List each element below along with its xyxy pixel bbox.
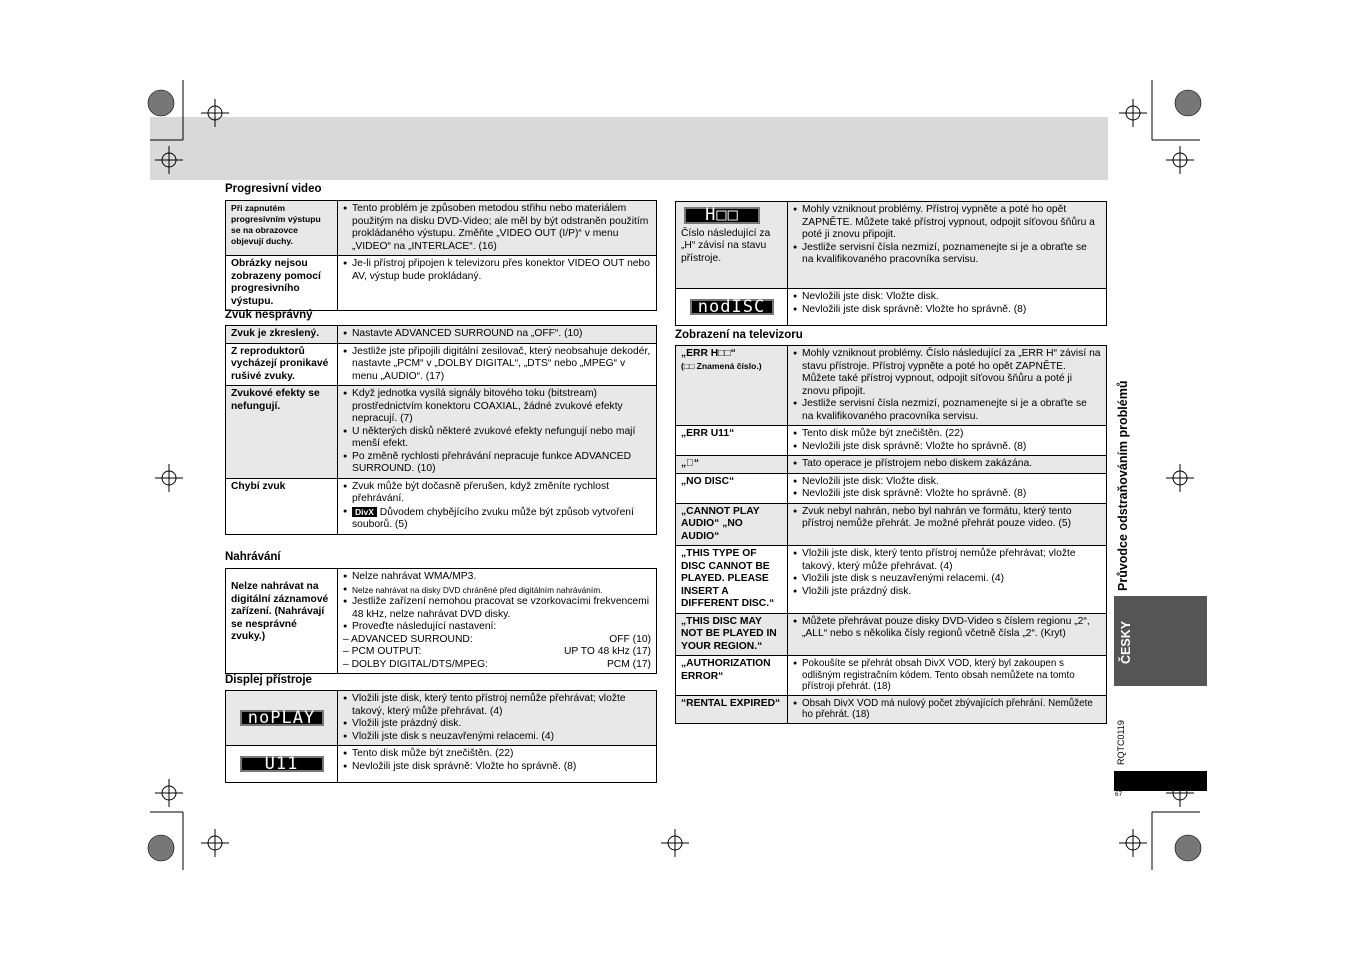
table-row <box>226 201 657 256</box>
list-item: ● Mohly vzniknout problémy. Číslo následující za „ERR H“ závisí na stavu přístroje. Přístroj vypněte a poté ho opět ZAPNĚTE. Můžete také přístroj vypnout, odpojit síťovou šňůru a poté ji znovu připojit. <box>793 348 1101 398</box>
list-item: ● Zvuk může být dočasně přerušen, když změníte rychlost přehrávání. <box>343 481 651 506</box>
table-row <box>676 656 1107 696</box>
lcd-display: H□□ <box>684 207 760 224</box>
row-key: Z reproduktorů vycházejí pronikavé rušivé zvuky. <box>226 343 338 386</box>
table-row <box>676 695 1107 723</box>
list-item: ● Zvuk nebyl nahrán, nebo byl nahrán ve formátu, který tento přístroj nemůže přehrát. Je možné přehrát pouze video. (5) <box>793 506 1101 531</box>
row-key: “RENTAL EXPIRED“ <box>676 695 788 723</box>
progressive-table <box>225 200 657 311</box>
table-row <box>676 546 1107 614</box>
list-item: ● Vložili jste disk, který tento přístroj nemůže přehrávat; vložte takový, který může přehrávat. (4) <box>793 548 1101 573</box>
list-item: ● Pokoušíte se přehrát obsah DivX VOD, který byl zakoupen s odlišným registračním kódem. Tento obsah nemůžete na tomto přístroji přehrát. (18) <box>793 658 1101 693</box>
table-row <box>676 346 1107 426</box>
table-row <box>226 343 657 386</box>
table-row <box>226 746 657 783</box>
setting-name: – DOLBY DIGITAL/DTS/MPEG: <box>343 658 488 670</box>
row-key: „THIS TYPE OF DISC CANNOT BE PLAYED. PLEASE INSERT A DIFFERENT DISC.“ <box>676 546 788 614</box>
page-number: 67 <box>1115 791 1123 798</box>
setting-value: PCM (17) <box>606 658 651 670</box>
section-title-sound: Zvuk nesprávný <box>225 309 313 321</box>
section-title-recording: Nahrávání <box>225 551 281 563</box>
list-item: ● Když jednotka vysílá signály bitového toku (bitstream) prostřednictvím konektoru COAXIAL, žádné zvukové efekty nepracují. (7) <box>343 388 651 426</box>
list-item: ● Vložili jste disk s neuzavřenými relacemi. (4) <box>343 731 651 744</box>
row-key: „ERR U11“ <box>676 426 788 456</box>
language-label: ČESKY <box>1119 620 1133 664</box>
tv-display-table <box>675 345 1107 724</box>
table-row <box>676 613 1107 656</box>
list-item: ● Proveďte následující nastavení: <box>343 621 651 634</box>
setting-value: OFF (10) <box>609 633 651 645</box>
table-row <box>676 289 1107 326</box>
table-row <box>676 426 1107 456</box>
divx-item-text: Důvodem chybějícího zvuku může být způsob vytvoření souborů. (5) <box>352 506 634 530</box>
lcd-display: nodISC <box>690 299 774 316</box>
row-key: „NO DISC“ <box>676 473 788 503</box>
lcd-display: U11 <box>240 756 324 773</box>
row-key: Při zapnutém progresivním výstupu se na obrazovce objevují duchy. <box>226 201 338 256</box>
table-row <box>226 691 657 746</box>
list-item: ● Tento problém je způsoben metodou střihu nebo materiálem použitým na disku DVD-Video; ale měl by být odstraněn použitím prokládaného výstupu. Změňte „VIDEO OUT (I/P)“ v menu „VIDEO“ na „INTERLACE“. (16) <box>343 203 651 253</box>
setting-name: – PCM OUTPUT: <box>343 646 422 657</box>
list-item: ● Tento disk může být znečištěn. (22) <box>343 748 651 761</box>
row-key: Nelze nahrávat na digitální záznamové zařízení. (Nahrávají se nesprávné zvuky.) <box>226 569 338 674</box>
row-key: Chybí zvuk <box>226 478 338 534</box>
language-tab <box>1114 596 1207 686</box>
list-item: ● Mohly vzniknout problémy. Přístroj vypněte a poté ho opět ZAPNĚTE. Můžete také přístroj vypnout, odpojit síťovou šňůru a poté ji znovu připojit. <box>793 204 1101 242</box>
list-item: ● Tento disk může být znečištěn. (22) <box>793 428 1101 441</box>
row-key: Zvuk je zkreslený. <box>226 326 338 344</box>
list-item: ● Obsah DivX VOD má nulový počet zbývajících přehrání. Nemůžete ho přehrát. (18) <box>793 698 1101 721</box>
table-row <box>676 503 1107 546</box>
section-title-progressive: Progresivní video <box>225 183 322 195</box>
row-key: Zvukové efekty se nefungují. <box>226 386 338 479</box>
lcd-display: noPLAY <box>240 710 324 727</box>
document-code: RQTC0119 <box>1116 720 1126 765</box>
list-item: ● Nevložili jste disk správně: Vložte ho správně. (8) <box>343 761 651 774</box>
section-title-tv-display: Zobrazení na televizoru <box>675 329 803 341</box>
chapter-title: Průvodce odstraňováním problémů <box>1116 380 1130 591</box>
list-item <box>343 506 651 532</box>
table-row <box>226 326 657 344</box>
unit-display-right-table <box>675 201 1107 326</box>
table-row <box>226 478 657 534</box>
list-item: ● Nevložili jste disk správně: Vložte ho správně. (8) <box>793 441 1101 454</box>
list-item: ● Vložili jste prázdný disk. <box>343 718 651 731</box>
list-item: ● Po změně rychlosti přehrávání nepracuje funkce ADVANCED SURROUND. (10) <box>343 451 651 476</box>
list-item: ● Můžete přehrávat pouze disky DVD-Video s číslem regionu „2“, „ALL“ nebo s několika čísly regionů včetně čísla „2“. (Kryt) <box>793 616 1101 641</box>
recording-table <box>225 568 657 674</box>
row-key: „ERR H□□“ <box>681 348 736 359</box>
row-subkey: (□□ Znamená číslo.) <box>681 360 762 371</box>
list-item: ● Jestliže servisní čísla nezmizí, poznamenejte si je a obraťte se na kvalifikovaného pracovníka servisu. <box>793 242 1101 267</box>
table-row <box>676 456 1107 474</box>
list-item: ● Jestliže jste připojili digitální zesilovač, který neobsahuje dekodér, nastavte „PCM“ v „DOLBY DIGITAL“, „DTS“ nebo „MPEG“ v menu „AUDIO“. (17) <box>343 346 651 384</box>
setting-row <box>343 634 651 647</box>
page-number-bar <box>1114 771 1207 791</box>
list-item: ● Jestliže servisní čísla nezmizí, poznamenejte si je a obraťte se na kvalifikovaného pracovníka servisu. <box>793 398 1101 423</box>
list-item: ● Nevložili jste disk správně: Vložte ho správně. (8) <box>793 304 1101 317</box>
list-item: ● Nevložili jste disk správně: Vložte ho správně. (8) <box>793 488 1101 501</box>
list-item: ● Vložili jste disk s neuzavřenými relacemi. (4) <box>793 573 1101 586</box>
list-item: ● Tato operace je přístrojem nebo diskem zakázána. <box>793 458 1101 471</box>
row-key: „THIS DISC MAY NOT BE PLAYED IN YOUR REGION.“ <box>676 613 788 656</box>
list-item: ● Jestliže zařízení nemohou pracovat se vzorkovacími frekvencemi 48 kHz, nelze nahrávat DVD disky. <box>343 596 651 621</box>
row-key: „CANNOT PLAY AUDIO“ „NO AUDIO“ <box>676 503 788 546</box>
row-key: „AUTHORIZATION ERROR“ <box>676 656 788 696</box>
setting-value: UP TO 48 kHz (17) <box>564 646 651 657</box>
sound-table <box>225 325 657 535</box>
list-item: ● Nevložili jste disk: Vložte disk. <box>793 291 1101 304</box>
list-item: ● Nevložili jste disk: Vložte disk. <box>793 476 1101 489</box>
table-row <box>676 473 1107 503</box>
table-row <box>226 256 657 311</box>
list-item: ● Vložili jste disk, který tento přístroj nemůže přehrávat; vložte takový, který může přehrávat. (4) <box>343 693 651 718</box>
setting-row <box>343 646 651 659</box>
setting-row <box>343 659 651 672</box>
list-item: ● Nelze nahrávat na disky DVD chráněné před digitálním nahráváním. <box>343 584 651 597</box>
unit-display-table <box>225 690 657 783</box>
table-row <box>226 386 657 479</box>
list-item: ● Vložili jste prázdný disk. <box>793 586 1101 599</box>
list-item: ● Nelze nahrávat WMA/MP3. <box>343 571 651 584</box>
row-key: „⃠“ <box>676 456 788 474</box>
table-row <box>226 569 657 674</box>
section-title-unit-display: Displej přístroje <box>225 674 312 686</box>
list-item: ● Nastavte ADVANCED SURROUND na „OFF“. (10) <box>343 328 651 341</box>
list-item: ● U některých disků některé zvukové efekty nefungují nebo mají menší efekt. <box>343 426 651 451</box>
list-item: ● Je-li přístroj připojen k televizoru přes konektor VIDEO OUT nebo AV, výstup bude prokládaný. <box>343 258 651 283</box>
lcd-caption: Číslo následující za „H“ závisí na stavu přístroje. <box>681 227 771 264</box>
setting-name: – ADVANCED SURROUND: <box>343 633 473 645</box>
row-key: Obrázky nejsou zobrazeny pomocí progresivního výstupu. <box>226 256 338 311</box>
divx-badge: DivX <box>352 507 377 517</box>
table-row <box>676 202 1107 289</box>
